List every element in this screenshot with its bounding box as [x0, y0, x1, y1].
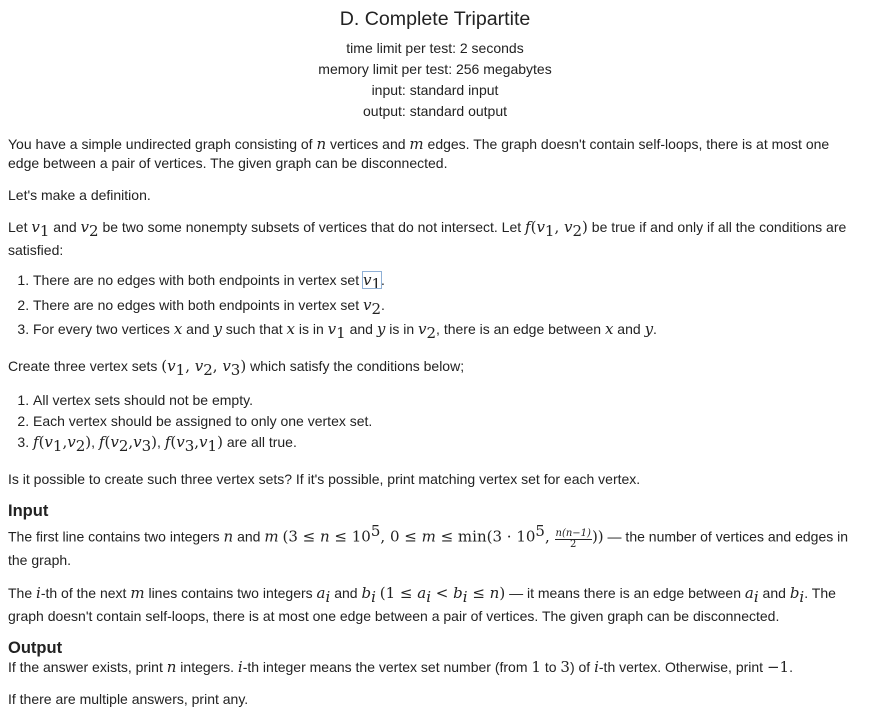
- time-limit: time limit per test: 2 seconds: [346, 40, 524, 56]
- list-item: 1. There are no edges with both endpoints in vertex set $v_1$.: [33, 270, 862, 295]
- output-paragraph-2: If there are multiple answers, print any.: [8, 691, 249, 708]
- list-item: 2. Each vertex should be assigned to only one vertex set.: [33, 411, 862, 432]
- conditions-list: [8, 270, 862, 344]
- problem-title: D. Complete Tripartite: [339, 8, 531, 30]
- output-section-title: Output: [8, 639, 63, 658]
- list-item: 1. All vertex sets should not be empty.: [33, 390, 862, 411]
- statement-paragraph-2: Let's make a definition.: [8, 187, 151, 203]
- statement-paragraph-3: Let $v_1$ and $v_2$ be two some nonempty subsets of vertices that do not intersect. Let $f(v_1$, $v_2$) be true if and only if all the conditions are satisfied:: [8, 218, 847, 258]
- input-file: input: standard input: [371, 82, 499, 98]
- memory-limit: memory limit per test: 256 megabytes: [318, 61, 552, 77]
- input-paragraph-2: The i-th of the next m lines contains two integers $a_i$ and $b_i$ $(1 \le a_i < b_i \le n)$ — it means there is an edge between $a_i$ and $b_i$. The graph doesn't contain self-loops, there is at most one edge between a pair of vertices. The given graph can be disconnected.: [8, 584, 836, 625]
- list-item: 3. $f(v_1,v_2)$, $f(v_2,v_3)$, $f(v_3,v_1)$ are all true.: [33, 432, 862, 457]
- list-item: 3. For every two vertices x and y such that x is in $v_1$ and y is in $v_2$, there is an edge between x and y.: [33, 319, 862, 344]
- problem-meta: [8, 38, 862, 122]
- output-paragraph-1: If the answer exists, print n integers. i-th integer means the vertex set number (from 1 to 3) of i-th vertex. Otherwise, print −1.: [8, 658, 793, 677]
- statement-paragraph-1: You have a simple undirected graph consisting of n vertices and m edges. The graph doesn't contain self-loops, there is at most one edge between a pair of vertices. The given graph can be disconnected.: [8, 135, 830, 171]
- requirements-list: [8, 390, 862, 457]
- statement-paragraph-4: Create three vertex sets ($v_1$, $v_2$, $v_3$) which satisfy the conditions below;: [8, 357, 465, 379]
- problem-header: [8, 0, 862, 122]
- output-file: output: standard output: [363, 103, 507, 119]
- input-paragraph-1: The first line contains two integers n and m ($3 \le n \le 10^5$, $0 \le m \le \min(3 \cdot 10^5$, $\frac{n(n-1)}{2}$ )) — the number of vertices and edges in the graph.: [8, 521, 849, 569]
- list-item: 2. There are no edges with both endpoints in vertex set $v_2$.: [33, 295, 862, 320]
- statement-paragraph-5: Is it possible to create such three vertex sets? If it's possible, print matching vertex set for each vertex.: [8, 470, 641, 487]
- input-section-title: Input: [8, 501, 49, 520]
